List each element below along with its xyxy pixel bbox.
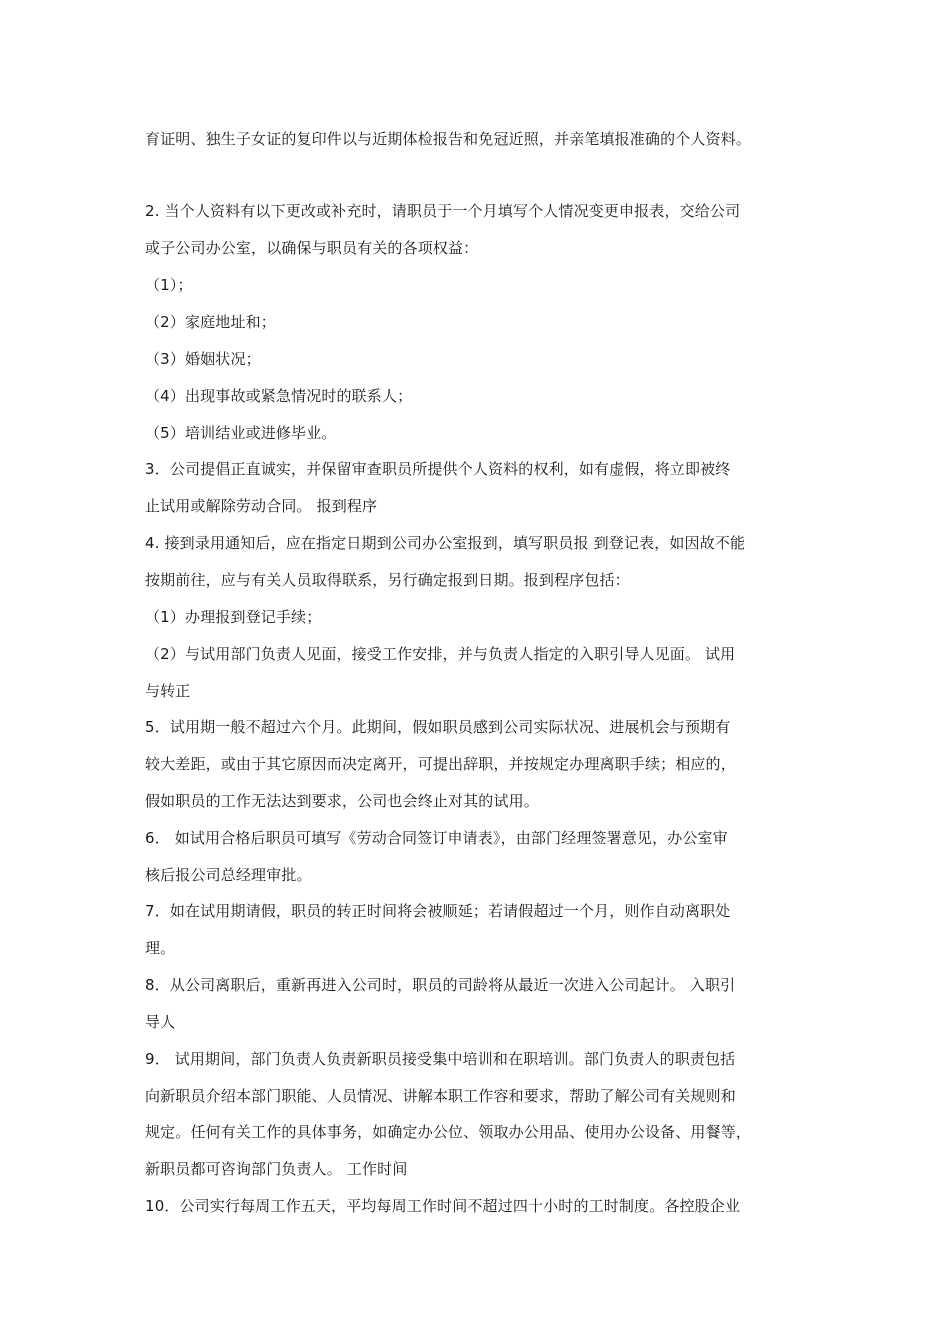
text-line: 导人 (145, 1013, 176, 1031)
text-line: （2）与试用部门负责人见面，接受工作安排，并与负责人指定的入职引导人见面。 试用 (145, 645, 736, 663)
text-line: （4）出现事故或紧急情况时的联系人； (145, 387, 413, 405)
text-line: 较大差距，或由于其它原因而决定离开，可提出辞职，并按规定办理离职手续；相应的， (145, 755, 736, 773)
text-line: 育证明、独生子女证的复印件以与近期体检报告和免冠近照，并亲笔填报准确的个人资料。 (145, 130, 752, 148)
text-line: 2. 当个人资料有以下更改或补充时，请职员于一个月填写个人情况变更申报表，交给公司 (145, 202, 741, 220)
text-line: 5．试用期一般不超过六个月。此期间，假如职员感到公司实际状况、进展机会与预期有 (145, 718, 731, 736)
text-line: （5）培训结业或进修毕业。 (145, 424, 337, 442)
text-line: 6． 如试用合格后职员可填写《劳动合同签订申请表》，由部门经理签署意见，办公室审 (145, 829, 728, 847)
text-line: （1）办理报到登记手续； (145, 608, 322, 626)
text-line: 9． 试用期间，部门负责人负责新职员接受集中培训和在职培训。部门负责人的职责包括 (145, 1050, 736, 1068)
text-line: （3）婚姻状况； (145, 350, 261, 368)
text-line: 与转正 (145, 682, 191, 700)
text-line: 7．如在试用期请假，职员的转正时间将会被顺延；若请假超过一个月，则作自动离职处 (145, 902, 731, 920)
text-line: 8．从公司离职后，重新再进入公司时，职员的司龄将从最近一次进入公司起计。 入职引 (145, 976, 736, 994)
text-line: 新职员都可咨询部门负责人。 工作时间 (145, 1160, 408, 1178)
text-line: （2）家庭地址和； (145, 313, 276, 331)
text-line: 按期前往，应与有关人员取得联系，另行确定报到日期。报到程序包括： (145, 571, 630, 589)
text-line: 理。 (145, 939, 176, 957)
text-line: （1）； (145, 276, 193, 294)
text-line: 止试用或解除劳动合同。 报到程序 (145, 497, 378, 515)
text-line: 3．公司提倡正直诚实，并保留审查职员所提供个人资料的权利，如有虚假，将立即被终 (145, 460, 731, 478)
text-line: 或子公司办公室，以确保与职员有关的各项权益： (145, 239, 479, 257)
text-line: 4. 接到录用通知后，应在指定日期到公司办公室报到，填写职员报 到登记表，如因故不能 (145, 534, 746, 552)
text-line: 核后报公司总经理审批。 (145, 866, 312, 884)
text-line: 向新职员介绍本部门职能、人员情况、讲解本职工作容和要求，帮助了解公司有关规则和 (145, 1087, 736, 1105)
text-line: 10．公司实行每周工作五天，平均每周工作时间不超过四十小时的工时制度。各控股企业 (145, 1197, 741, 1215)
text-line: 规定。任何有关工作的具体事务，如确定办公位、领取办公用品、使用办公设备、用餐等， (145, 1123, 752, 1141)
text-line: 假如职员的工作无法达到要求，公司也会终止对其的试用。 (145, 792, 539, 810)
